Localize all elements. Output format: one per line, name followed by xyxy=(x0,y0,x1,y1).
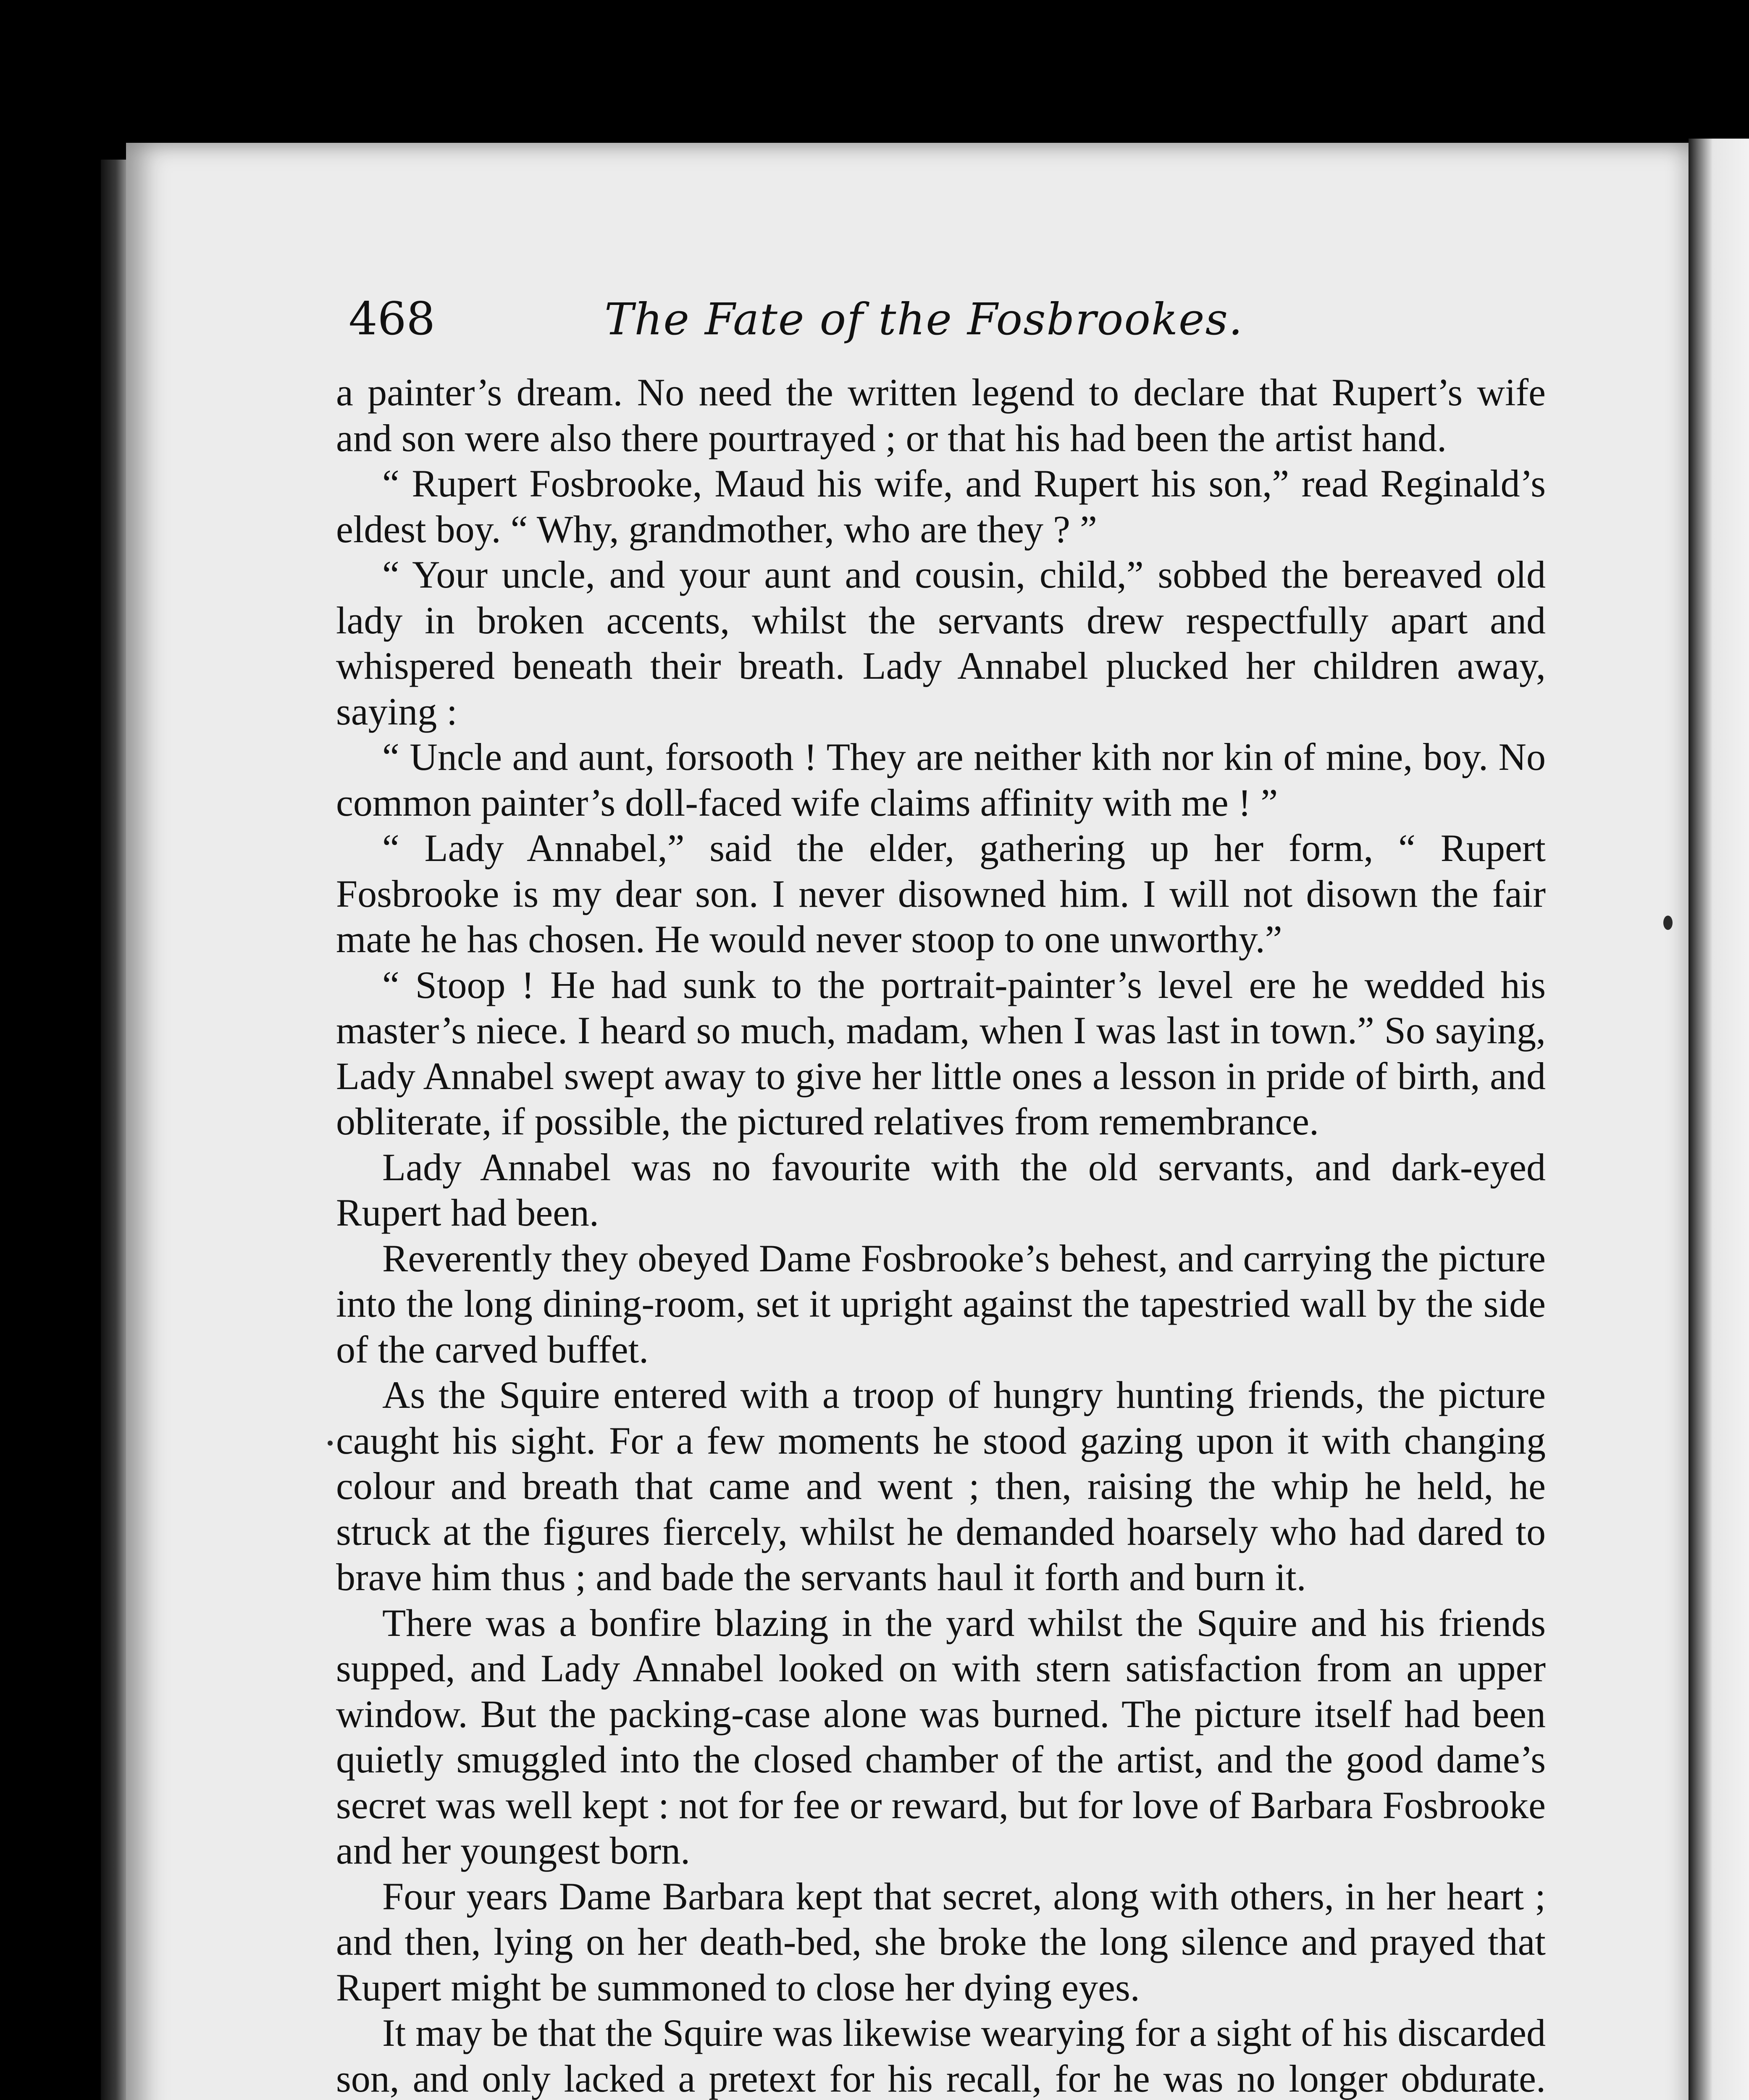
paragraph: Reverently they obeyed Dame Fosbrooke’s behest, and carrying the picture into the long dining-room, set it upright against the tapestried wall by the side of the carved buffet. xyxy=(336,1236,1546,1371)
paragraph: As the Squire entered with a troop of hungry hunting friends, the picture caught his sight. For a few moments he stood gazing upon it with changing colour and breath that came and went ; then, raising the whip he held, he struck at the figures fiercely, whilst he demanded hoarsely who had dared to brave him thus ; and bade the servants haul it forth and burn it. xyxy=(336,1373,1546,1599)
paragraph: Lady Annabel was no favourite with the old servants, and dark-eyed Rupert had been. xyxy=(336,1145,1546,1234)
binding-gutter-shadow xyxy=(101,160,126,2100)
print-speck xyxy=(1663,916,1673,930)
paragraph: “ Stoop ! He had sunk to the portrait-painter’s level ere he wedded his master’s niece. I heard so much, madam, when I was last in town.” So saying, Lady Annabel swept away to give her little ones a lesson in pride of birth, and obliterate, if possible, the pictured relatives from remembrance. xyxy=(336,963,1546,1143)
paragraph: “ Rupert Fosbrooke, Maud his wife, and Rupert his son,” read Reginald’s eldest boy. “ Why, grandmother, who are they ? ” xyxy=(336,462,1546,551)
paragraph: “ Uncle and aunt, forsooth ! They are neither kith nor kin of mine, boy. No common painter’s doll-faced wife claims affinity with me ! ” xyxy=(336,735,1546,824)
running-title: The Fate of the Fosbrookes. xyxy=(604,294,1243,345)
paragraph: It may be that the Squire was likewise wearying for a sight of his discarded son, and only lacked a pretext for his recall, for he was no longer obdurate. xyxy=(336,2011,1546,2100)
facing-page-edge xyxy=(1689,139,1749,2100)
page-number: 468 xyxy=(349,293,436,345)
print-speck xyxy=(328,1441,333,1446)
paragraph: a painter’s dream. No need the written legend to declare that Rupert’s wife and son were also there pourtrayed ; or that his had been the artist hand. xyxy=(336,371,1546,459)
paragraph: Four years Dame Barbara kept that secret, along with others, in her heart ; and then, lying on her death-bed, she broke the long silence and prayed that Rupert might be summoned to close her dying eyes. xyxy=(336,1874,1546,2009)
paragraph: “ Your uncle, and your aunt and cousin, child,” sobbed the bereaved old lady in broken accents, whilst the servants drew respectfully apart and whispered beneath their breath. Lady Annabel plucked her children away, saying : xyxy=(336,553,1546,733)
paragraph: “ Lady Annabel,” said the elder, gathering up her form, “ Rupert Fosbrooke is my dear son. I never disowned him. I will not disown the fair mate he has chosen. He would never stoop to one unworthy.” xyxy=(336,827,1546,961)
body-text xyxy=(336,370,1546,2100)
running-head xyxy=(349,286,1243,353)
paragraph: There was a bonfire blazing in the yard whilst the Squire and his friends supped, and Lady Annabel looked on with stern satisfaction from an upper window. But the packing-case alone was burned. The picture itself had been quietly smuggled into the closed chamber of the artist, and the good dame’s secret was well kept : not for fee or reward, but for love of Barbara Fosbrooke and her youngest born. xyxy=(336,1601,1546,1872)
